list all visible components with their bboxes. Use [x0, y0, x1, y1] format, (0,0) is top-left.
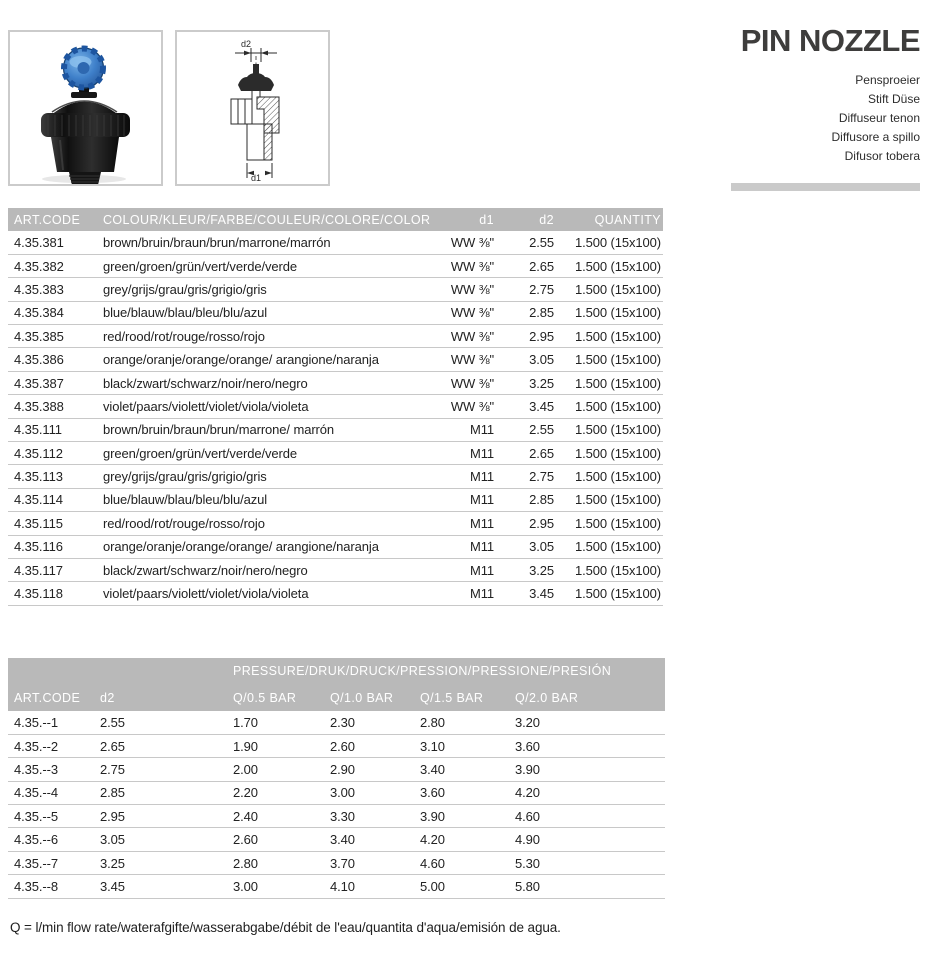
table-cell: 3.40 [330, 828, 420, 851]
table-cell: 3.00 [330, 781, 420, 804]
product-subtitle: Diffuseur tenon [838, 111, 920, 125]
table-cell: 1.500 (15x100) [558, 254, 663, 277]
table-cell: WW ⅜" [430, 231, 498, 254]
table-cell: 4.35.387 [8, 371, 103, 394]
table-cell: 4.35.388 [8, 395, 103, 418]
page-title: PIN NOZZLE [740, 23, 920, 58]
table-cell: black/zwart/schwarz/noir/nero/negro [103, 371, 430, 394]
table-cell: 4.35.--5 [8, 805, 100, 828]
table-cell: 2.20 [233, 781, 330, 804]
table-cell: M11 [430, 535, 498, 558]
table-cell: WW ⅜" [430, 278, 498, 301]
table-cell: 3.25 [498, 558, 558, 581]
table-cell: M11 [430, 512, 498, 535]
table-cell: 3.90 [515, 758, 665, 781]
column-header-colour: COLOUR/KLEUR/FARBE/COULEUR/COLORE/COLOR [103, 208, 430, 231]
table-cell: 2.95 [498, 325, 558, 348]
table-cell: 5.00 [420, 875, 515, 898]
table-row [8, 512, 663, 535]
table-cell: 4.35.--7 [8, 851, 100, 874]
table-cell: 2.75 [100, 758, 233, 781]
table-cell: 4.35.381 [8, 231, 103, 254]
table-row [8, 395, 663, 418]
table-cell: 4.35.117 [8, 558, 103, 581]
drawing-label-d1: d1 [251, 173, 262, 183]
table-cell: 1.500 (15x100) [558, 512, 663, 535]
table-cell: 3.05 [100, 828, 233, 851]
table-cell: 1.500 (15x100) [558, 488, 663, 511]
table-row [8, 734, 665, 757]
product-subtitle: Stift Düse [867, 92, 920, 106]
table-cell: WW ⅜" [430, 254, 498, 277]
pressure-table-header-row [8, 684, 665, 711]
table-cell: 4.35.384 [8, 301, 103, 324]
table-cell: 2.85 [498, 301, 558, 324]
table-cell: 3.05 [498, 535, 558, 558]
table-cell: 1.500 (15x100) [558, 371, 663, 394]
table-cell: 4.35.383 [8, 278, 103, 301]
table-cell: 3.10 [420, 734, 515, 757]
column-header-q20bar: Q/2.0 BAR [515, 684, 665, 711]
table-cell: 2.75 [498, 465, 558, 488]
table-cell: 2.65 [100, 734, 233, 757]
table-cell: black/zwart/schwarz/noir/nero/negro [103, 558, 430, 581]
table-cell: 2.55 [498, 231, 558, 254]
column-header-d1: d1 [430, 208, 498, 231]
table-row [8, 582, 663, 605]
table-cell: 2.75 [498, 278, 558, 301]
table-cell: 4.35.--4 [8, 781, 100, 804]
table-cell: 4.20 [515, 781, 665, 804]
table-row [8, 488, 663, 511]
table-cell: 3.45 [498, 395, 558, 418]
table-cell: grey/grijs/grau/gris/grigio/gris [103, 465, 430, 488]
table-cell: 3.20 [515, 711, 665, 734]
table-cell: 2.00 [233, 758, 330, 781]
colour-table-body [8, 231, 663, 605]
column-header-artcode: ART.CODE [8, 208, 103, 231]
table-row [8, 254, 663, 277]
table-row [8, 758, 665, 781]
table-cell: 4.35.115 [8, 512, 103, 535]
table-cell: M11 [430, 582, 498, 605]
table-cell: 3.25 [498, 371, 558, 394]
table-row [8, 781, 665, 804]
table-cell: grey/grijs/grau/gris/grigio/gris [103, 278, 430, 301]
column-header-d2: d2 [498, 208, 558, 231]
table-cell: 2.60 [233, 828, 330, 851]
table-cell: 4.35.--8 [8, 875, 100, 898]
table-cell: 5.80 [515, 875, 665, 898]
title-block [600, 24, 920, 166]
table-cell: 1.500 (15x100) [558, 395, 663, 418]
table-cell: 3.25 [100, 851, 233, 874]
column-header-d2: d2 [100, 684, 233, 711]
pressure-group-header-row [8, 658, 665, 684]
table-row [8, 875, 665, 898]
table-row [8, 851, 665, 874]
table-cell: 2.90 [330, 758, 420, 781]
table-cell: red/rood/rot/rouge/rosso/rojo [103, 512, 430, 535]
table-cell: M11 [430, 488, 498, 511]
table-cell: 1.500 (15x100) [558, 231, 663, 254]
column-header-q05bar: Q/0.5 BAR [233, 684, 330, 711]
table-cell: violet/paars/violett/violet/viola/violeta [103, 582, 430, 605]
table-row [8, 442, 663, 465]
table-cell: green/groen/grün/vert/verde/verde [103, 442, 430, 465]
table-cell: 4.35.116 [8, 535, 103, 558]
table-row [8, 828, 665, 851]
table-cell: 3.60 [420, 781, 515, 804]
accent-bar [731, 183, 920, 191]
table-cell: 1.70 [233, 711, 330, 734]
table-cell: 2.85 [498, 488, 558, 511]
table-cell: 2.95 [498, 512, 558, 535]
table-cell: 1.500 (15x100) [558, 278, 663, 301]
table-cell: 3.05 [498, 348, 558, 371]
table-cell: WW ⅜" [430, 301, 498, 324]
table-row [8, 558, 663, 581]
table-cell: red/rood/rot/rouge/rosso/rojo [103, 325, 430, 348]
title-translations [600, 71, 920, 166]
table-cell: 3.70 [330, 851, 420, 874]
table-cell: WW ⅜" [430, 371, 498, 394]
column-header-q10bar: Q/1.0 BAR [330, 684, 420, 711]
table-cell: 2.85 [100, 781, 233, 804]
table-cell: 4.35.386 [8, 348, 103, 371]
table-row [8, 711, 665, 734]
table-cell: 4.20 [420, 828, 515, 851]
table-cell: 4.60 [515, 805, 665, 828]
table-row [8, 231, 663, 254]
table-cell: 4.35.113 [8, 465, 103, 488]
table-cell: 2.55 [100, 711, 233, 734]
table-row [8, 301, 663, 324]
table-cell: 1.500 (15x100) [558, 535, 663, 558]
table-cell: 4.35.114 [8, 488, 103, 511]
product-subtitle: Difusor tobera [844, 149, 920, 163]
column-header-artcode: ART.CODE [8, 684, 100, 711]
table-cell: orange/oranje/orange/orange/ arangione/naranja [103, 535, 430, 558]
table-cell: 3.60 [515, 734, 665, 757]
product-subtitle: Diffusore a spillo [831, 130, 920, 144]
pressure-table [8, 658, 665, 899]
table-cell: 1.500 (15x100) [558, 325, 663, 348]
table-cell: 2.65 [498, 254, 558, 277]
table-row [8, 371, 663, 394]
blue-cap [64, 48, 104, 88]
pin-nozzle-photo [10, 32, 161, 184]
table-cell: 1.500 (15x100) [558, 442, 663, 465]
table-cell: 2.80 [233, 851, 330, 874]
colour-table-header-row [8, 208, 663, 231]
table-cell: 2.55 [498, 418, 558, 441]
table-row [8, 325, 663, 348]
table-cell: 3.45 [100, 875, 233, 898]
table-cell: M11 [430, 418, 498, 441]
product-photo-frame [8, 30, 163, 186]
table-row [8, 805, 665, 828]
table-cell: 4.35.--3 [8, 758, 100, 781]
table-cell: 2.30 [330, 711, 420, 734]
dimension-drawing-frame [175, 30, 330, 186]
pin-nozzle-drawing [177, 32, 328, 184]
table-cell: 2.60 [330, 734, 420, 757]
table-cell: 3.40 [420, 758, 515, 781]
table-cell: 3.00 [233, 875, 330, 898]
table-cell: violet/paars/violett/violet/viola/violeta [103, 395, 430, 418]
table-cell: 1.500 (15x100) [558, 558, 663, 581]
pressure-group-header: PRESSURE/DRUK/DRUCK/PRESSION/PRESSIONE/PRESIÓN [233, 658, 665, 684]
table-cell: 4.35.118 [8, 582, 103, 605]
column-header-q15bar: Q/1.5 BAR [420, 684, 515, 711]
table-cell: M11 [430, 465, 498, 488]
table-cell: WW ⅜" [430, 348, 498, 371]
colour-table [8, 208, 663, 606]
table-cell: 5.30 [515, 851, 665, 874]
table-cell: 4.35.112 [8, 442, 103, 465]
table-row [8, 465, 663, 488]
table-cell: 4.35.382 [8, 254, 103, 277]
table-cell: 2.80 [420, 711, 515, 734]
table-cell: 1.500 (15x100) [558, 301, 663, 324]
table-cell: 1.500 (15x100) [558, 418, 663, 441]
column-header-quantity: QUANTITY [558, 208, 663, 231]
table-cell: 4.90 [515, 828, 665, 851]
table-cell: WW ⅜" [430, 325, 498, 348]
table-cell: 1.90 [233, 734, 330, 757]
table-cell: 4.35.--2 [8, 734, 100, 757]
table-row [8, 418, 663, 441]
table-row [8, 535, 663, 558]
table-cell: 4.35.--6 [8, 828, 100, 851]
pressure-table-body [8, 711, 665, 898]
table-cell: 2.40 [233, 805, 330, 828]
table-cell: 4.35.111 [8, 418, 103, 441]
nozzle-body [41, 84, 130, 184]
table-cell: brown/bruin/braun/brun/marrone/marrón [103, 231, 430, 254]
table-cell: 1.500 (15x100) [558, 348, 663, 371]
table-row [8, 278, 663, 301]
table-cell: WW ⅜" [430, 395, 498, 418]
product-subtitle: Pensproeier [855, 73, 920, 87]
table-cell: brown/bruin/braun/brun/marrone/ marrón [103, 418, 430, 441]
table-cell: M11 [430, 558, 498, 581]
table-row [8, 348, 663, 371]
table-cell: 3.45 [498, 582, 558, 605]
table-cell: 1.500 (15x100) [558, 582, 663, 605]
table-cell: 3.30 [330, 805, 420, 828]
flow-rate-footnote: Q = l/min flow rate/waterafgifte/wasserabgabe/débit de l'eau/quantita d'aqua/emisión de agua. [10, 920, 561, 935]
table-cell: green/groen/grün/vert/verde/verde [103, 254, 430, 277]
table-cell: 3.90 [420, 805, 515, 828]
table-cell: 2.95 [100, 805, 233, 828]
table-cell: 4.35.385 [8, 325, 103, 348]
table-cell: 2.65 [498, 442, 558, 465]
table-cell: 4.10 [330, 875, 420, 898]
table-cell: blue/blauw/blau/bleu/blu/azul [103, 488, 430, 511]
table-cell: orange/oranje/orange/orange/ arangione/naranja [103, 348, 430, 371]
drawing-label-d2: d2 [241, 39, 252, 49]
table-cell: 4.35.--1 [8, 711, 100, 734]
table-cell: 4.60 [420, 851, 515, 874]
table-cell: 1.500 (15x100) [558, 465, 663, 488]
table-cell: blue/blauw/blau/bleu/blu/azul [103, 301, 430, 324]
table-cell: M11 [430, 442, 498, 465]
